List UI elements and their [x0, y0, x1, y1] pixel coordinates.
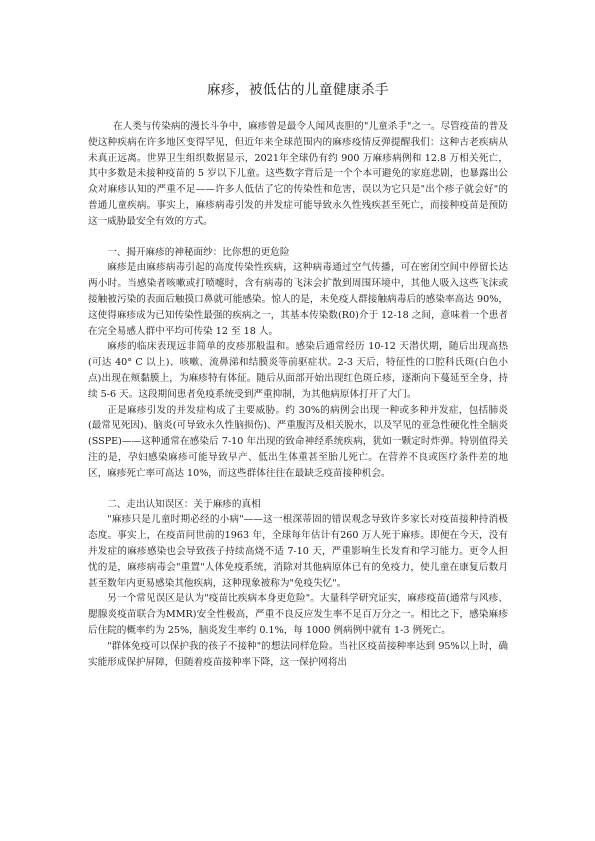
section1-paragraph-1: 麻疹是由麻疹病毒引起的高度传染性疾病，这种病毒通过空气传播，可在密闭空间中停留长达两小时。当感染者咳嗽或打喷嚏时，含有病毒的飞沫会扩散到周围环境中，其他人吸入这些飞沫或接触被污染的表面后触摸口鼻就可能感染。惊人的是，未免疫人群接触病毒后的感染率高达 90%，这使得麻疹成为已知传染性最强的疾病之一，其基本传染数(R0)介于 12-18 之间，意味着一个患者在完全易感人群中平均可传染 12 至 18 人。 [88, 262, 508, 337]
section-heading-1: 一、揭开麻疹的神秘面纱：比你想的更危险 [107, 246, 290, 258]
section-heading-2: 二、走出认知误区：关于麻疹的真相 [107, 498, 261, 510]
section1-paragraph-2: 麻疹的临床表现远非简单的皮疹那般温和。感染后通常经历 10-12 天潜伏期，随后出现高热(可达 40° C 以上)、咳嗽、流鼻涕和结膜炎等前驱症状。2-3 天后，特征性的口腔科氏斑(白色小点)出现在颊黏膜上，为麻疹特有体征。随后从面部开始出现红色斑丘疹，逐渐向下蔓延至全身，持续 5-6 天。这段期间患者免疫系统受到严重抑制，为其他病原体打开了大门。 [88, 341, 508, 400]
intro-paragraph: 在人类与传染病的漫长斗争中，麻疹曾是最令人闻风丧胆的"儿童杀手"之一。尽管疫苗的普及使这种疾病在许多地区变得罕见，但近年来全球范围内的麻疹疫情反弹提醒我们：这种古老疾病从未真正远离。世界卫生组织数据显示，2021年全球仍有约 900 万麻疹病例和 12.8 万相关死亡，其中多数是未接种疫苗的 5 岁以下儿童。这些数字背后是一个个本可避免的家庭悲剧，也暴露出公众对麻疹认知的严重不足——许多人低估了它的传染性和危害，误以为它只是"出个疹子就会好"的普通儿童疾病。事实上，麻疹病毒引发的并发症可能导致永久性残疾甚至死亡，而接种疫苗是预防这一威胁最安全有效的方式。 [88, 121, 508, 227]
section1-paragraph-3: 正是麻疹引发的并发症构成了主要威胁。约 30%的病例会出现一种或多种并发症，包括肺炎(最常见死因)、脑炎(可导致永久性脑损伤)、严重腹泻及相关脱水，以及罕见的亚急性硬化性全脑炎(SSPE)——这种通常在感染后 7-10 年出现的致命神经系统疾病，犹如一颗定时炸弹。特别值得关注的是，孕妇感染麻疹可能导致早产、低出生体重甚至胎儿死亡。在营养不良或医疗条件差的地区，麻疹死亡率可高达 10%，而这些群体往往在最缺乏疫苗接种机会。 [88, 404, 508, 479]
section2-paragraph-2: 另一个常见误区是认为"疫苗比疾病本身更危险"。大量科学研究证实，麻疹疫苗(通常与风疹、腮腺炎疫苗联合为MMR)安全性极高，严重不良反应发生率不足百万分之一。相比之下，感染麻疹后住院的概率约为 25%，脑炎发生率约 0.1%，每 1000 例病例中就有 1-3 例死亡。 [88, 593, 508, 636]
section2-paragraph-3: "群体免疫可以保护我的孩子不接种"的想法同样危险。当社区疫苗接种率达到 95%以上时，确实能形成保护屏障，但随着疫苗接种率下降，这一保护网将出 [88, 640, 508, 668]
document-title: 麻疹，被低估的儿童健康杀手 [207, 82, 389, 98]
document-page [88, 0, 508, 841]
section2-paragraph-1: "麻疹只是儿童时期必经的小病"——这一根深蒂固的错误观念导致许多家长对疫苗接种持消极态度。事实上，在疫苗问世前的1963 年，全球每年估计有260 万人死于麻疹。即便在今天，没有并发症的麻疹感染也会导致孩子持续高烧不适 7-10 天，严重影响生长发育和学习能力。更令人担忧的是，麻疹病毒会"重置"人体免疫系统，消除对其他病原体已有的免疫力，使儿童在康复后数月甚至数年内更易感染其他疾病，这种现象被称为"免疫失忆"。 [88, 514, 508, 589]
document-body [88, 119, 508, 670]
